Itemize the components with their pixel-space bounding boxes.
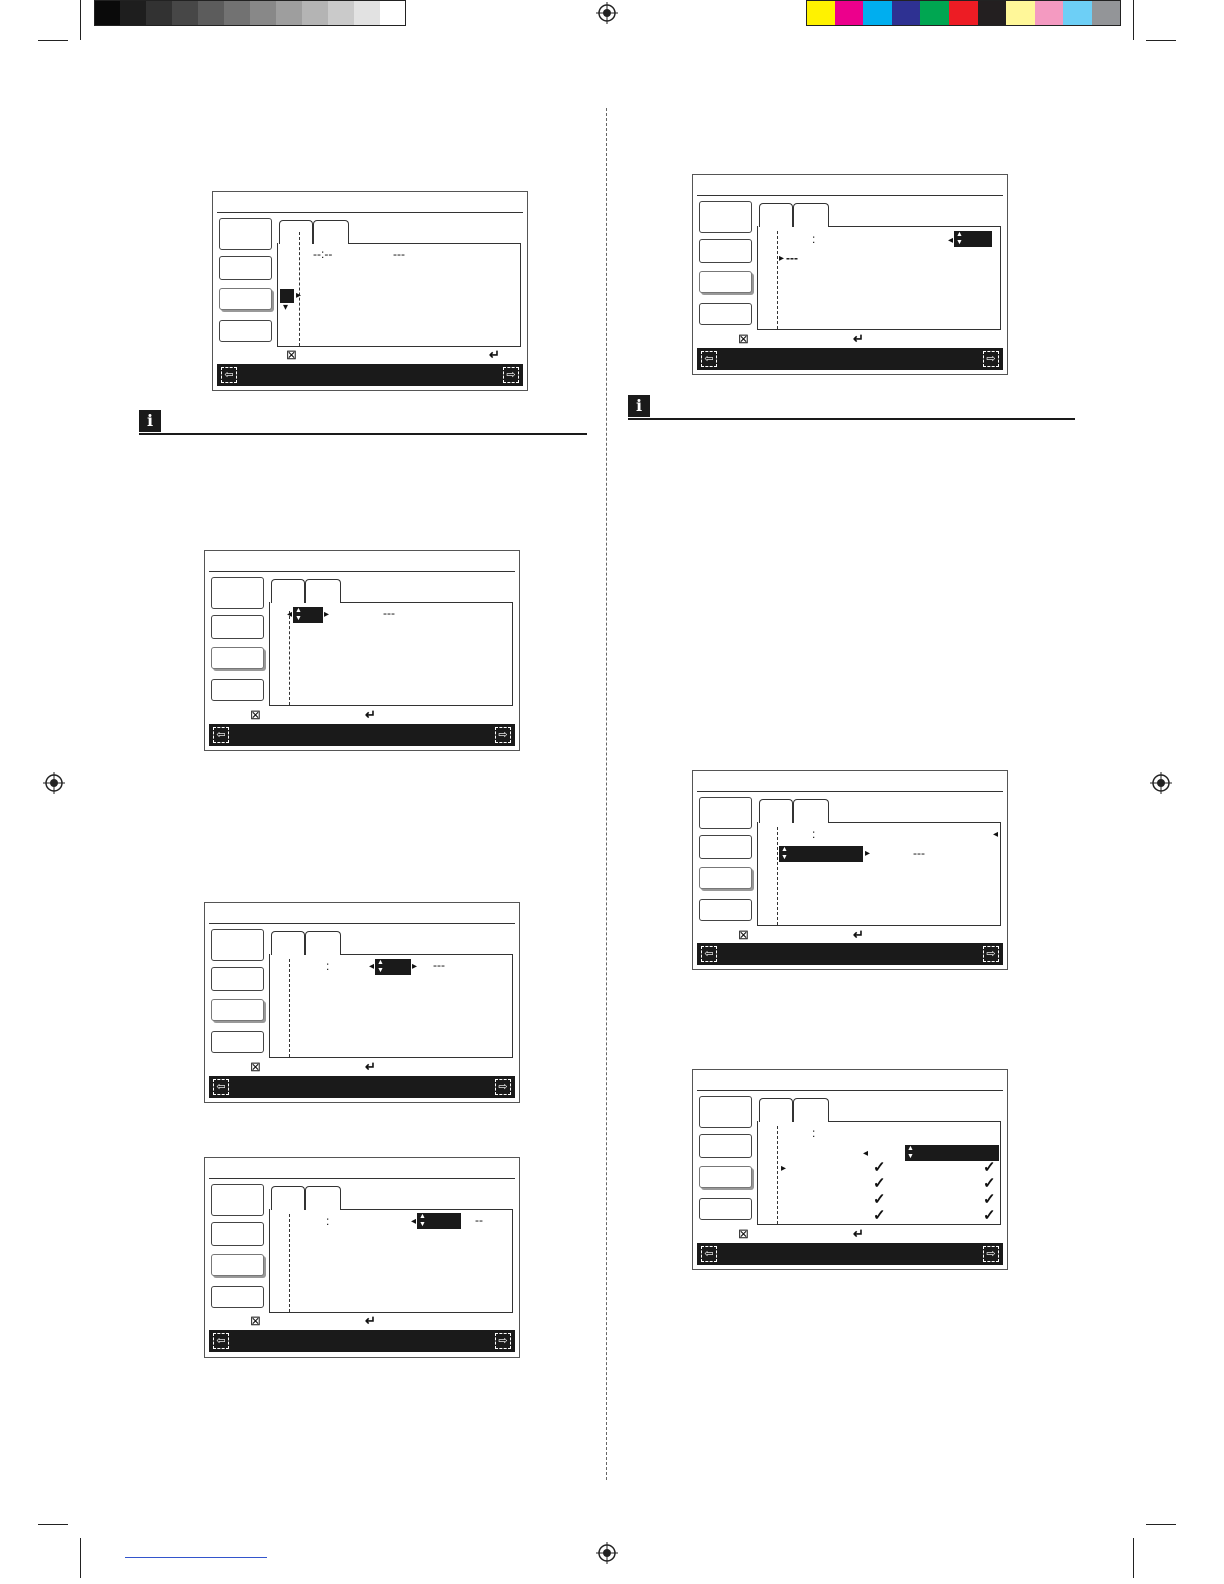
screen-header-line (209, 923, 515, 924)
tab-1[interactable] (279, 220, 313, 244)
cancel-icon[interactable]: ⊠ (738, 331, 749, 346)
tab-1[interactable] (271, 1186, 305, 1210)
column-guide (289, 959, 290, 1057)
side-button-1[interactable] (699, 797, 752, 829)
check-icon: ✓ (983, 1175, 996, 1192)
time-colon: : (326, 1214, 330, 1228)
enter-icon[interactable]: ↵ (365, 1059, 376, 1074)
back-nav-icon[interactable]: ⇦ (701, 1246, 717, 1262)
side-button-3[interactable] (219, 288, 272, 310)
status-bar (209, 724, 515, 746)
side-button-1[interactable] (699, 201, 752, 233)
forward-nav-icon[interactable]: ⇨ (983, 946, 999, 962)
enter-icon[interactable]: ↵ (489, 347, 500, 362)
right-arrow-icon: ▸ (781, 1163, 787, 1174)
time-colon: : (812, 827, 816, 841)
side-button-4[interactable] (699, 899, 752, 921)
screen-header-line (697, 195, 1003, 196)
side-button-1[interactable] (699, 1096, 752, 1128)
enter-icon[interactable]: ↵ (853, 1226, 864, 1241)
side-button-3[interactable] (699, 271, 752, 293)
side-button-2[interactable] (211, 1222, 264, 1246)
column-guide (289, 1214, 290, 1312)
registration-mark-icon (1150, 772, 1172, 794)
right-arrow-icon: ▸ (412, 961, 418, 972)
value-placeholder: --- (393, 247, 405, 261)
info-rule (628, 418, 1075, 420)
updown-arrows-icon: ▲▼ (419, 1213, 426, 1228)
forward-nav-icon[interactable]: ⇨ (495, 1333, 511, 1349)
side-button-4[interactable] (699, 1198, 752, 1220)
info-rule (139, 433, 587, 435)
crop-mark (80, 0, 81, 40)
left-arrow-icon: ◂ (411, 1216, 417, 1227)
side-button-3[interactable] (699, 867, 752, 889)
screen-header-line (209, 1178, 515, 1179)
tab-1[interactable] (271, 579, 305, 603)
selected-value-field[interactable] (375, 959, 411, 975)
side-button-4[interactable] (211, 1286, 264, 1308)
column-guide (287, 609, 293, 705)
screen-header-line (209, 571, 515, 572)
crop-mark (80, 1538, 81, 1578)
down-arrow-icon: ▾ (283, 302, 289, 313)
crop-mark (1133, 1538, 1134, 1578)
tab-2[interactable] (305, 931, 341, 955)
back-nav-icon[interactable]: ⇦ (213, 727, 229, 743)
column-guide (299, 232, 300, 346)
value-placeholder: --- (433, 958, 445, 972)
back-nav-icon[interactable]: ⇦ (213, 1333, 229, 1349)
check-icon: ✓ (983, 1191, 996, 1208)
tab-1[interactable] (759, 203, 793, 227)
check-icon: ✓ (873, 1191, 886, 1208)
forward-nav-icon[interactable]: ⇨ (983, 1246, 999, 1262)
side-button-1[interactable] (219, 218, 272, 250)
cancel-icon[interactable]: ⊠ (250, 1313, 261, 1328)
status-bar (697, 348, 1003, 370)
side-button-1[interactable] (211, 1184, 264, 1216)
selection-cursor[interactable] (280, 289, 294, 303)
forward-nav-icon[interactable]: ⇨ (495, 1079, 511, 1095)
column-guide (777, 827, 778, 925)
cancel-icon[interactable]: ⊠ (738, 1226, 749, 1241)
side-button-1[interactable] (211, 929, 264, 961)
crop-mark (1146, 40, 1176, 41)
left-arrow-icon: ◂ (369, 961, 375, 972)
status-bar (209, 1330, 515, 1352)
updown-arrows-icon: ▲▼ (377, 959, 384, 974)
back-nav-icon[interactable]: ⇦ (213, 1079, 229, 1095)
forward-nav-icon[interactable]: ⇨ (503, 367, 519, 383)
gray-ramp-frame (94, 0, 406, 26)
selected-value-field[interactable] (954, 231, 992, 247)
status-bar (217, 364, 523, 386)
cancel-icon[interactable]: ⊠ (286, 347, 297, 362)
status-bar (209, 1076, 515, 1098)
side-button-3[interactable] (699, 1166, 752, 1188)
check-icon: ✓ (983, 1207, 996, 1224)
cancel-icon[interactable]: ⊠ (250, 1059, 261, 1074)
back-nav-icon[interactable]: ⇦ (701, 351, 717, 367)
value-placeholder: -- (475, 1213, 483, 1227)
left-arrow-icon: ◂ (948, 235, 954, 246)
screen-header-line (697, 1090, 1003, 1091)
controller-screen-4 (204, 1157, 520, 1358)
content-panel (757, 822, 1001, 926)
side-button-3[interactable] (211, 999, 264, 1021)
value-placeholder: --- (383, 606, 395, 620)
tab-2[interactable] (305, 579, 341, 603)
forward-nav-icon[interactable]: ⇨ (983, 351, 999, 367)
side-button-2[interactable] (211, 967, 264, 991)
color-bar-frame (806, 0, 1121, 26)
cancel-icon[interactable]: ⊠ (250, 707, 261, 722)
tab-2[interactable] (313, 220, 349, 244)
updown-arrows-icon: ▲▼ (295, 607, 302, 622)
crop-mark (1146, 1524, 1176, 1525)
controller-screen-6 (692, 770, 1008, 970)
side-button-4[interactable] (219, 320, 272, 342)
tab-1[interactable] (759, 799, 793, 823)
selected-value-field[interactable] (417, 1213, 461, 1229)
cancel-icon[interactable]: ⊠ (738, 927, 749, 942)
time-colon: : (812, 232, 816, 246)
right-arrow-icon: ▸ (324, 609, 330, 620)
check-icon: ✓ (873, 1207, 886, 1224)
enter-icon[interactable]: ↵ (853, 927, 864, 942)
left-arrow-icon: ◂ (287, 609, 293, 620)
status-bar (697, 943, 1003, 965)
controller-screen-2 (204, 550, 520, 751)
updown-arrows-icon: ▲▼ (781, 846, 788, 861)
right-arrow-icon: ▸ (296, 290, 302, 301)
check-icon: ✓ (873, 1159, 886, 1176)
column-divider (606, 108, 607, 1480)
side-button-4[interactable] (699, 303, 752, 325)
side-button-2[interactable] (699, 1134, 752, 1158)
side-button-4[interactable] (211, 679, 264, 701)
side-button-2[interactable] (219, 256, 272, 280)
tab-1[interactable] (759, 1098, 793, 1122)
column-guide (777, 231, 778, 329)
footer-link-underline (125, 1557, 267, 1558)
side-button-4[interactable] (211, 1031, 264, 1053)
left-arrow-icon: ◂ (993, 829, 999, 840)
left-arrow-icon: ◂ (863, 1148, 869, 1159)
info-icon: i (139, 410, 161, 432)
value-placeholder: --- (786, 251, 798, 265)
tab-2[interactable] (305, 1186, 341, 1210)
side-button-3[interactable] (211, 1254, 264, 1276)
controller-screen-5 (692, 174, 1008, 375)
back-nav-icon[interactable]: ⇦ (221, 367, 237, 383)
tab-2[interactable] (793, 1098, 829, 1122)
enter-icon[interactable]: ↵ (853, 331, 864, 346)
forward-nav-icon[interactable]: ⇨ (495, 727, 511, 743)
check-icon: ✓ (983, 1159, 996, 1176)
side-button-2[interactable] (699, 835, 752, 859)
side-button-1[interactable] (211, 577, 264, 609)
controller-screen-3 (204, 902, 520, 1103)
registration-mark-icon (596, 1542, 618, 1564)
tab-2[interactable] (793, 203, 829, 227)
tab-1[interactable] (271, 931, 305, 955)
screen-header-line (217, 212, 523, 213)
registration-mark-icon (596, 2, 618, 24)
time-colon: : (326, 959, 330, 973)
column-guide (777, 1126, 778, 1224)
screen-header-line (697, 791, 1003, 792)
crop-mark (38, 40, 68, 41)
value-placeholder: --- (913, 846, 925, 860)
side-button-2[interactable] (699, 239, 752, 263)
selected-value-field[interactable] (779, 846, 863, 862)
enter-icon[interactable]: ↵ (365, 1313, 376, 1328)
enter-icon[interactable]: ↵ (365, 707, 376, 722)
crop-mark (1133, 0, 1134, 40)
side-button-3[interactable] (211, 647, 264, 669)
right-arrow-icon: ▸ (779, 253, 785, 264)
info-icon: i (628, 395, 650, 417)
registration-mark-icon (43, 772, 65, 794)
crop-mark (38, 1524, 68, 1525)
selected-value-field[interactable] (293, 607, 323, 623)
status-bar (697, 1243, 1003, 1265)
check-icon: ✓ (873, 1175, 886, 1192)
time-colon: : (812, 1126, 816, 1140)
updown-arrows-icon: ▲▼ (956, 231, 963, 246)
side-button-2[interactable] (211, 615, 264, 639)
right-arrow-icon: ▸ (865, 848, 871, 859)
time-placeholder: --:-- (313, 247, 333, 261)
back-nav-icon[interactable]: ⇦ (701, 946, 717, 962)
controller-screen-7 (692, 1069, 1008, 1270)
controller-screen-1 (212, 191, 528, 391)
tab-2[interactable] (793, 799, 829, 823)
updown-arrows-icon: ▲▼ (907, 1145, 914, 1160)
